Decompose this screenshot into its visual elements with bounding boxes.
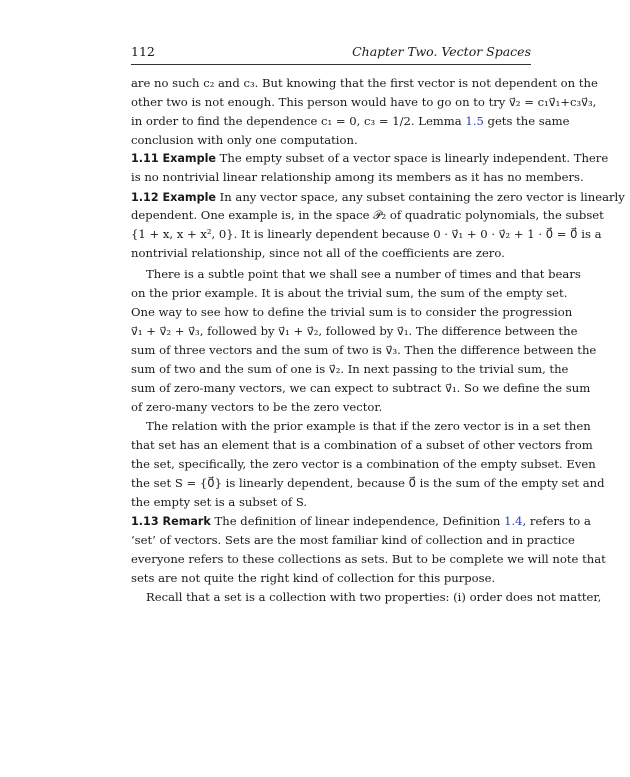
text-line: One way to see how to define the trivial sum is to consider the progression bbox=[131, 305, 573, 319]
text-line: {1 + x, x + x², 0}. It is linearly dependent because 0 · v⃗₁ + 0 · v⃗₂ + 1 · 0⃗ = 0⃗ is a bbox=[131, 227, 602, 241]
text-line: is no nontrivial linear relationship among its members as it has no members. bbox=[131, 170, 584, 184]
text-fragment: gets the same bbox=[483, 114, 570, 128]
lemma-link[interactable]: 1.5 bbox=[465, 114, 484, 128]
example-1-12 bbox=[131, 189, 625, 205]
text-line: sum of zero-many vectors, we can expect to subtract v⃗₁. So we define the sum bbox=[131, 381, 591, 395]
example-label: 1.11 Example bbox=[131, 152, 216, 165]
text-line: the empty set is a subset of S. bbox=[131, 495, 308, 509]
text-line: are no such c₂ and c₃. But knowing that the first vector is not dependent on the bbox=[131, 76, 598, 90]
text-line: v⃗₁ + v⃗₂ + v⃗₃, followed by v⃗₁ + v⃗₂, followed by v⃗₁. The difference between the bbox=[131, 324, 578, 338]
remark-label: 1.13 Remark bbox=[131, 515, 211, 528]
text-fragment: In any vector space, any subset containing the zero vector is linearly bbox=[216, 190, 625, 204]
text-line: dependent. One example is, in the space 𝒫₂ of quadratic polynomials, the subset bbox=[131, 208, 604, 222]
text-line: on the prior example. It is about the trivial sum, the sum of the empty set. bbox=[131, 286, 568, 300]
text-line bbox=[131, 113, 570, 129]
text-line: other two is not enough. This person would have to go on to try v⃗₂ = c₁v⃗₁+c₃v⃗₃, bbox=[131, 95, 597, 109]
example-label: 1.12 Example bbox=[131, 191, 216, 204]
text-line: the set S = {0⃗} is linearly dependent, because 0⃗ is the sum of the empty set and bbox=[131, 476, 605, 490]
text-line: nontrivial relationship, since not all of the coefficients are zero. bbox=[131, 246, 505, 260]
text-line: The relation with the prior example is that if the zero vector is in a set then bbox=[146, 419, 591, 433]
text-line: that set has an element that is a combination of a subset of other vectors from bbox=[131, 438, 593, 452]
header-rule bbox=[131, 64, 531, 65]
text-fragment: The definition of linear independence, Definition bbox=[210, 514, 505, 528]
text-line: There is a subtle point that we shall see a number of times and that bears bbox=[146, 267, 581, 281]
text-line: sum of three vectors and the sum of two is v⃗₃. Then the difference between the bbox=[131, 343, 597, 357]
text-fragment: , refers to a bbox=[522, 514, 591, 528]
definition-link[interactable]: 1.4 bbox=[504, 514, 523, 528]
chapter-title: Chapter Two. Vector Spaces bbox=[352, 44, 531, 59]
text-line: sum of two and the sum of one is v⃗₂. In next passing to the trivial sum, the bbox=[131, 362, 569, 376]
text-line: Recall that a set is a collection with two properties: (i) order does not matter, bbox=[146, 590, 602, 604]
text-line: of zero-many vectors to be the zero vector. bbox=[131, 400, 383, 414]
example-1-11 bbox=[131, 150, 609, 166]
text-line: sets are not quite the right kind of collection for this purpose. bbox=[131, 571, 496, 585]
text-line: ‘set’ of vectors. Sets are the most familiar kind of collection and in practice bbox=[131, 533, 575, 547]
remark-1-13 bbox=[131, 513, 591, 529]
text-fragment: in order to find the dependence c₁ = 0, c₃ = 1/2. Lemma bbox=[131, 114, 466, 128]
text-line: conclusion with only one computation. bbox=[131, 133, 358, 147]
text-fragment: The empty subset of a vector space is linearly independent. There bbox=[216, 151, 609, 165]
text-line: everyone refers to these collections as sets. But to be complete we will note that bbox=[131, 552, 606, 566]
page-number: 112 bbox=[131, 44, 155, 59]
running-header bbox=[131, 44, 531, 62]
text-line: the set, specifically, the zero vector is a combination of the empty subset. Even bbox=[131, 457, 596, 471]
